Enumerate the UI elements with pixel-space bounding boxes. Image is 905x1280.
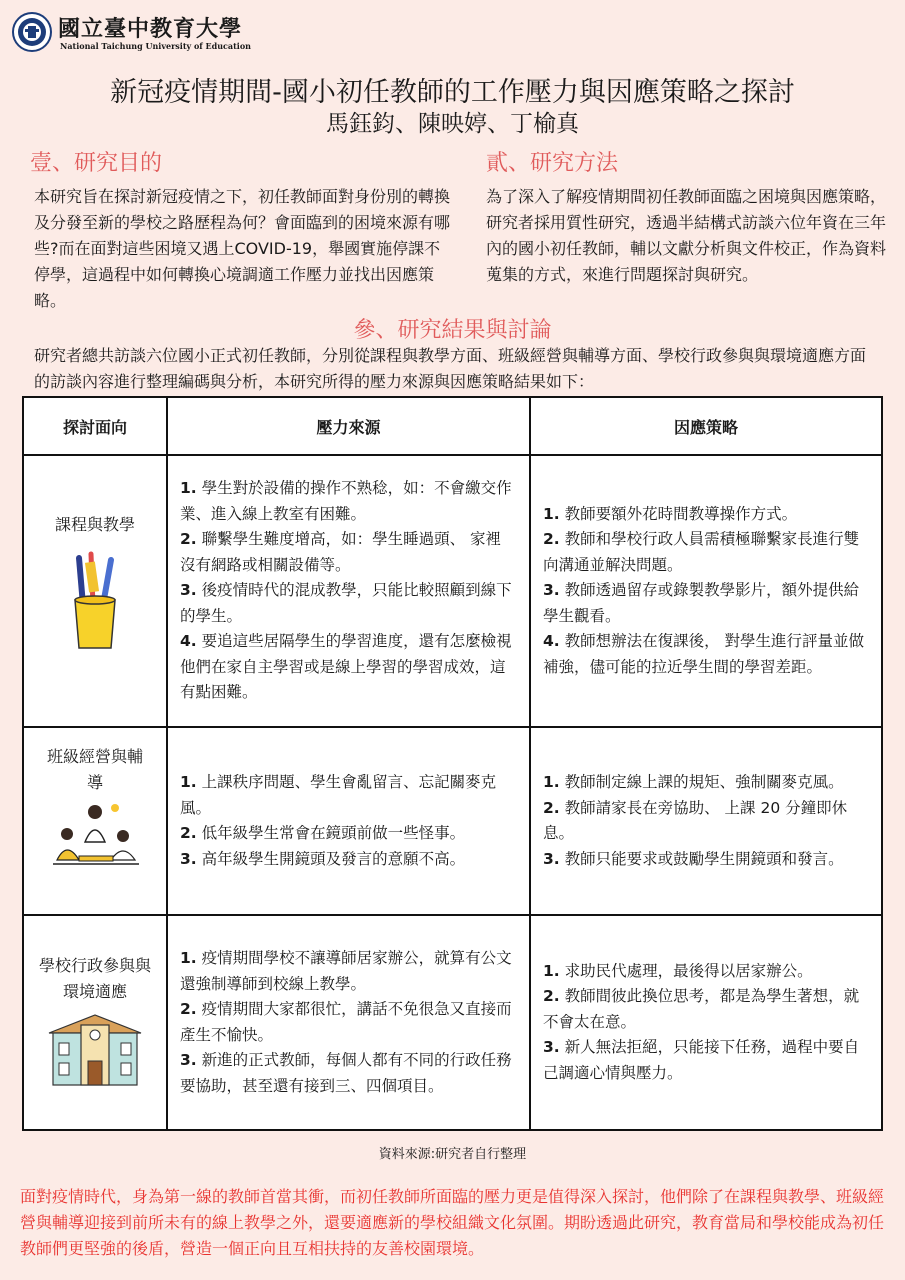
- strategy-item: [543, 984, 867, 1035]
- dimension-label: 學校行政參與與環境適應: [38, 955, 151, 1001]
- item-text: 教師只能要求或鼓勵學生開鏡頭和發言。: [564, 849, 844, 868]
- item-text: 後疫情時代的混成教學，只能比較照顧到線下的學生。: [180, 581, 512, 625]
- item-text: 教師制定線上課的規矩、強制關麥克風。: [564, 773, 844, 791]
- section-heading-results: 參、研究結果與討論: [353, 318, 552, 343]
- strategy-item: [543, 578, 867, 629]
- item-number: 3.: [180, 581, 197, 600]
- stress-cell: [167, 915, 530, 1130]
- item-text: 學生對於設備的操作不熟稔，如：不會繳交作業、進入線上教室有困難。: [180, 479, 512, 523]
- strategy-item: [543, 502, 867, 528]
- item-text: 教師和學校行政人員需積極聯繫家長進行雙向溝通並解決問題。: [543, 530, 860, 574]
- strategy-item: [543, 1035, 867, 1086]
- strategy-item: [543, 959, 867, 985]
- item-number: 2.: [180, 530, 197, 549]
- dimension-label: 班級經營與輔導: [46, 747, 143, 792]
- stress-item: [180, 578, 515, 629]
- stress-item: [180, 629, 515, 706]
- item-number: 4.: [180, 632, 197, 651]
- item-text: 要追這些居隔學生的學習進度，還有怎麼檢視他們在家自主學習或是線上學習的學習成效，這有點困難。: [180, 632, 512, 702]
- item-number: 1.: [543, 504, 560, 523]
- section-heading-purpose: 壹、研究目的: [30, 151, 163, 176]
- stress-cell: [167, 455, 530, 727]
- item-text: 教師間彼此換位思考，都是為學生著想，就不會太在意。: [543, 987, 860, 1031]
- pencil-cup-icon: [65, 550, 125, 650]
- stress-item: [180, 847, 515, 873]
- table-row: [23, 455, 882, 727]
- item-number: 1.: [180, 773, 197, 791]
- item-text: 聯繫學生難度增高，如：學生睡過頭、 家裡沒有網路或相關設備等。: [180, 530, 502, 574]
- item-number: 1.: [543, 961, 560, 980]
- table-header-dimension: 探討面向: [23, 397, 167, 455]
- item-number: 3.: [543, 1038, 560, 1057]
- dimension-cell: [23, 455, 167, 727]
- item-text: 疫情期間學校不讓導師居家辦公，就算有公文還強制導師到校線上教學。: [180, 949, 512, 993]
- item-number: 2.: [180, 824, 197, 842]
- stress-cell: [167, 727, 530, 915]
- table-header-stress: 壓力來源: [167, 397, 530, 455]
- strategy-item: [543, 847, 867, 873]
- stress-item: [180, 946, 515, 997]
- stress-item: [180, 770, 515, 821]
- item-text: 教師想辦法在復課後， 對學生進行評量並做補強，儘可能的拉近學生間的學習差距。: [543, 632, 865, 676]
- table-row: [23, 727, 882, 915]
- section-body-purpose: 本研究旨在探討新冠疫情之下，初任教師面對身份別的轉換及分發至新的學校之路歷程為何？會面臨到的困境來源有哪些?而在面對這些困境又遇上COVID-19，舉國實施停課不停學，這過程中如何轉換心境調適工作壓力並找出因應策略。: [34, 187, 451, 310]
- stress-item: [180, 476, 515, 527]
- item-number: 3.: [180, 1051, 197, 1069]
- strategy-cell: [530, 727, 882, 915]
- item-text: 求助民代處理，最後得以居家辦公。: [564, 961, 813, 980]
- item-number: 1.: [180, 949, 197, 967]
- strategy-cell: [530, 455, 882, 727]
- item-text: 疫情期間大家都很忙，講話不免很急又直接而產生不愉快。: [180, 1000, 512, 1044]
- item-number: 2.: [543, 987, 560, 1006]
- teacher-students-icon: [45, 800, 145, 870]
- item-number: 1.: [180, 479, 197, 498]
- item-number: 3.: [180, 849, 197, 868]
- source-note: 資料來源:研究者自行整理: [378, 1147, 527, 1162]
- dimension-cell: [23, 915, 167, 1130]
- section-heading-method: 貳、研究方法: [486, 151, 619, 176]
- stress-item: [180, 1048, 515, 1099]
- dimension-label: 課程與教學: [54, 515, 135, 534]
- item-number: 2.: [180, 1000, 197, 1018]
- authors: 馬鈺鈞、陳映婷、丁榆真: [326, 111, 579, 137]
- stress-item: [180, 997, 515, 1048]
- item-number: 3.: [543, 581, 560, 600]
- university-seal-logo: [12, 12, 52, 52]
- item-text: 低年級學生常會在鏡頭前做一些怪事。: [201, 824, 466, 842]
- school-building-icon: [47, 1011, 143, 1087]
- item-number: 4.: [543, 632, 560, 651]
- item-text: 高年級學生開鏡頭及發言的意願不高。: [201, 849, 466, 868]
- section-body-results: 研究者總共訪談六位國小正式初任教師，分別從課程與教學方面、班級經營與輔導方面、學校行政參與與環境適應方面的訪談內容進行整理編碼與分析，本研究所得的壓力來源與因應策略結果如下：: [34, 346, 867, 391]
- item-text: 新人無法拒絕，只能接下任務，過程中要自己調適心情與壓力。: [543, 1038, 860, 1082]
- strategy-item: [543, 796, 867, 847]
- university-name-en: National Taichung University of Education: [60, 41, 251, 51]
- dimension-cell: [23, 727, 167, 915]
- item-number: 2.: [543, 798, 560, 817]
- item-text: 教師請家長在旁協助、 上課 20 分鐘即休息。: [543, 798, 848, 842]
- stress-item: [180, 821, 515, 847]
- stress-item: [180, 527, 515, 578]
- item-text: 上課秩序問題、學生會亂留言、忘記關麥克風。: [180, 773, 497, 817]
- item-number: 1.: [543, 773, 560, 791]
- table-header-strategy: 因應策略: [530, 397, 882, 455]
- conclusion-text: 面對疫情時代，身為第一線的教師首當其衝，而初任教師所面臨的壓力更是值得深入探討，他們除了在課程與教學、班級經營與輔導迎接到前所未有的線上教學之外，還要適應新的學校組織文化氛圍。期盼透過此研究，教育當局和學校能成為初任教師們更堅強的後盾，營造一個正向且互相扶持的友善校園環境。: [20, 1187, 885, 1258]
- item-number: 2.: [543, 530, 560, 549]
- strategy-item: [543, 527, 867, 578]
- university-name: 國立臺中教育大學: [58, 16, 243, 42]
- item-text: 新進的正式教師，每個人都有不同的行政任務要協助，甚至還有接到三、四個項目。: [180, 1051, 512, 1095]
- section-body-method: 為了深入了解疫情期間初任教師面臨之困境與因應策略，研究者採用質性研究，透過半結構式訪談六位年資在三年內的國小初任教師，輔以文獻分析與文件校正，作為資料蒐集的方式，來進行問題探討與研究。: [486, 187, 887, 284]
- item-text: 教師透過留存或錄製教學影片，額外提供給學生觀看。: [543, 581, 860, 625]
- results-table: [22, 396, 883, 1131]
- page-title: 新冠疫情期間-國小初任教師的工作壓力與因應策略之探討: [110, 77, 795, 108]
- table-header-row: [23, 397, 882, 455]
- strategy-cell: [530, 915, 882, 1130]
- strategy-item: [543, 770, 867, 796]
- item-text: 教師要額外花時間教導操作方式。: [564, 504, 798, 523]
- table-row: [23, 915, 882, 1130]
- item-number: 3.: [543, 849, 560, 868]
- strategy-item: [543, 629, 867, 680]
